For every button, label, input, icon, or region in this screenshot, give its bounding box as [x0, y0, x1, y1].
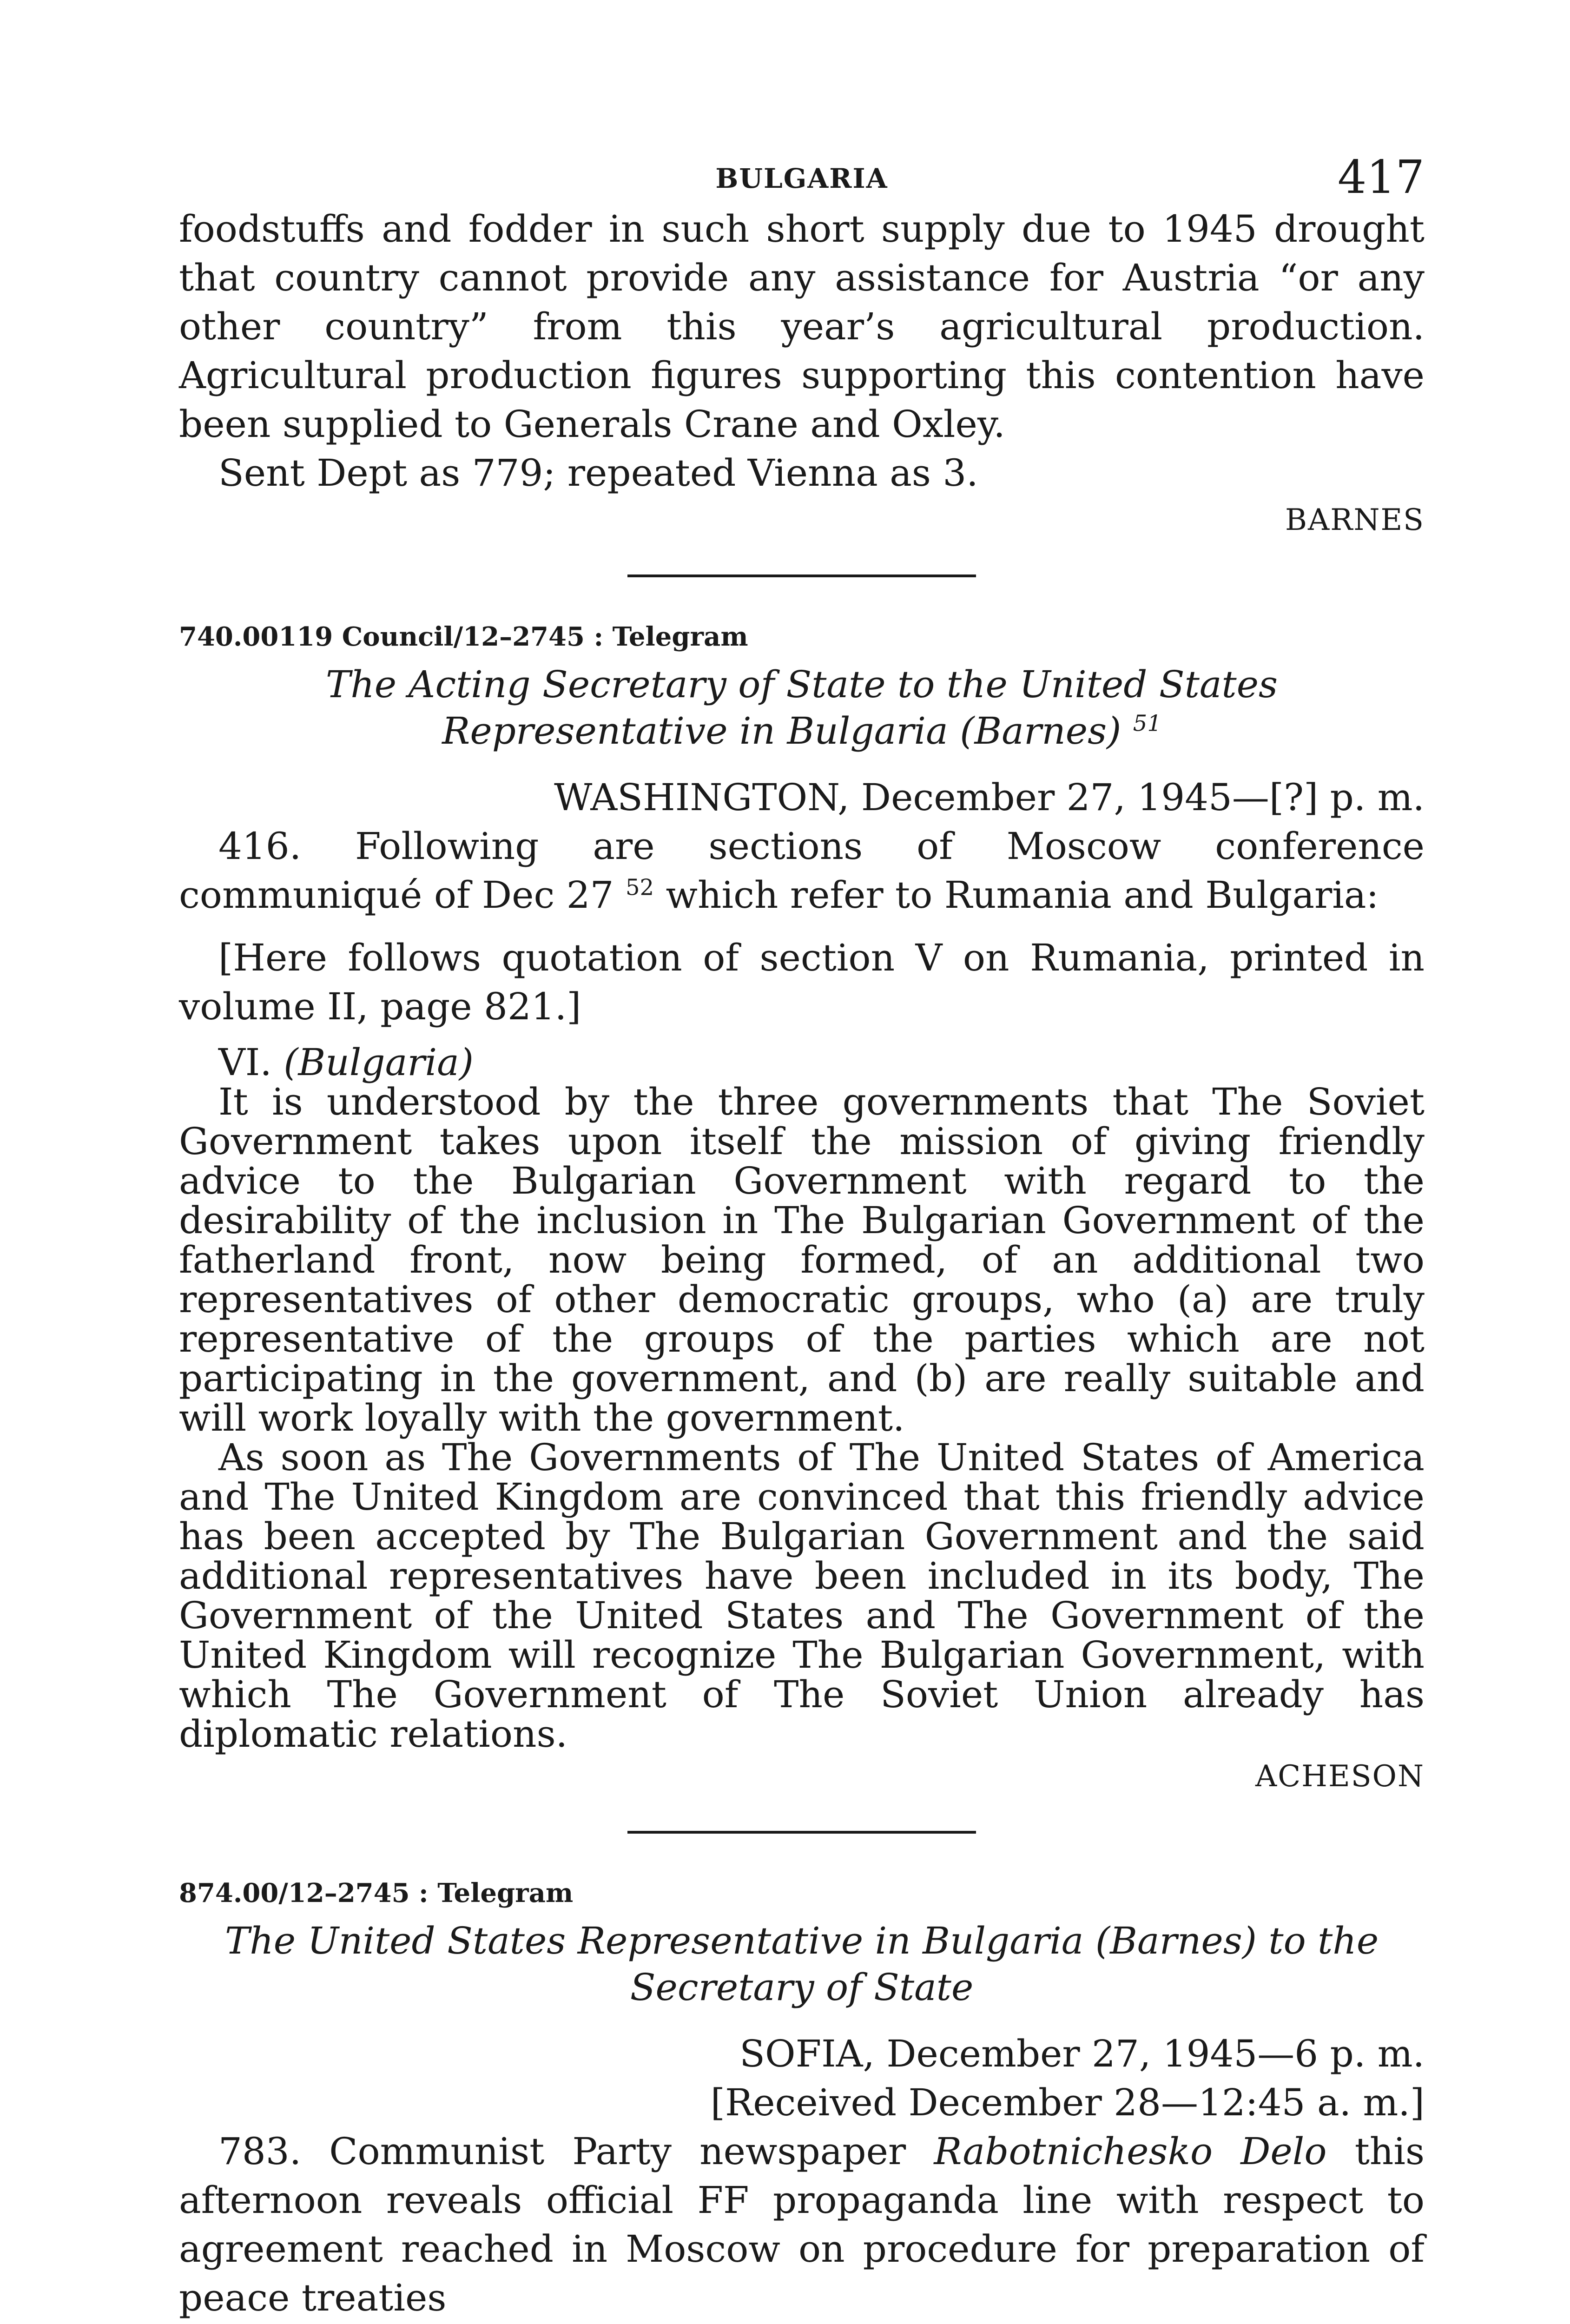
- dateline: WASHINGTON, December 27, 1945—[?] p. m.: [554, 776, 1425, 819]
- section-heading: [179, 1043, 1425, 1082]
- document-heading: [179, 661, 1425, 754]
- received-line: [Received December 28—12:45 a. m.]: [710, 2081, 1425, 2124]
- section-divider: [627, 574, 976, 577]
- paragraph: [179, 2127, 1425, 2322]
- signature-acheson: ACHESON: [1255, 1759, 1425, 1794]
- quoted-paragraph: It is understood by the three governments that The Soviet Government takes upon itself the mission of giving friendly advice to the Bulgarian Government with regard to the desirability of the inclusion in The Bulgarian Government of the fatherland front, now being formed, of an additional two representatives of other democratic groups, who (a) are truly representative of the groups of the parties which are not participating in the government, and (b) are really suitable and will work loyally with the government.: [179, 1080, 1425, 1439]
- section-title: (Bulgaria): [284, 1041, 474, 1084]
- section-divider: [627, 1831, 976, 1834]
- running-title: BULGARIA: [715, 163, 888, 194]
- heading-text: The Acting Secretary of State to the United States Representative in Bulgaria (Barnes): [325, 663, 1278, 753]
- paragraph-text: 783. Communist Party newspaper: [218, 2130, 906, 2173]
- dateline: SOFIA, December 27, 1945—6 p. m.: [739, 2032, 1425, 2075]
- paragraph-text: which refer to Rumania and Bulgaria:: [666, 873, 1379, 917]
- section-number: VI.: [218, 1041, 272, 1084]
- running-header: [179, 149, 1425, 205]
- paragraph-text: 416. Following are sections of Moscow conference communiqué of Dec 27: [179, 825, 1425, 917]
- signature-barnes: BARNES: [1285, 503, 1425, 537]
- editorial-note: [Here follows quotation of section V on Rumania, printed in volume II, page 821.]: [179, 936, 1425, 1028]
- sent-line: Sent Dept as 779; repeated Vienna as 3.: [218, 451, 978, 495]
- file-reference: 740.00119 Council/12–2745 : Telegram: [179, 621, 748, 652]
- continued-paragraph: foodstuffs and fodder in such short supply due to 1945 drought that country cannot provide any assistance for Austria “or any other country” from this year’s agricultural production. Agricultural production figures supporting this contention have been supplied to Generals Crane and Oxley.: [179, 207, 1425, 446]
- footnote-marker: 52: [625, 874, 654, 901]
- newspaper-title: Rabotnichesko Delo: [934, 2130, 1327, 2173]
- paragraph-text: this afternoon reveals official FF propaganda line with respect to agreement reached in Moscow on procedure for preparation of peace treaties: [179, 2130, 1425, 2319]
- footnote-marker: 51: [1133, 710, 1161, 737]
- file-reference: 874.00/12–2745 : Telegram: [179, 1878, 574, 1908]
- page-number: 417: [1337, 151, 1425, 204]
- document-heading: The United States Representative in Bulgaria (Barnes) to the Secretary of State: [224, 1919, 1379, 2009]
- paragraph: [179, 822, 1425, 919]
- document-page: [179, 149, 1425, 2324]
- quoted-paragraph: As soon as The Governments of The United States of America and The United Kingdom are convinced that this friendly advice has been accepted by The Bulgarian Government and the said additional representatives have been included in its body, The Government of the United States and The Government of the United Kingdom will recognize The Bulgarian Government, with which The Government of The Soviet Union already has diplomatic relations.: [179, 1436, 1425, 1756]
